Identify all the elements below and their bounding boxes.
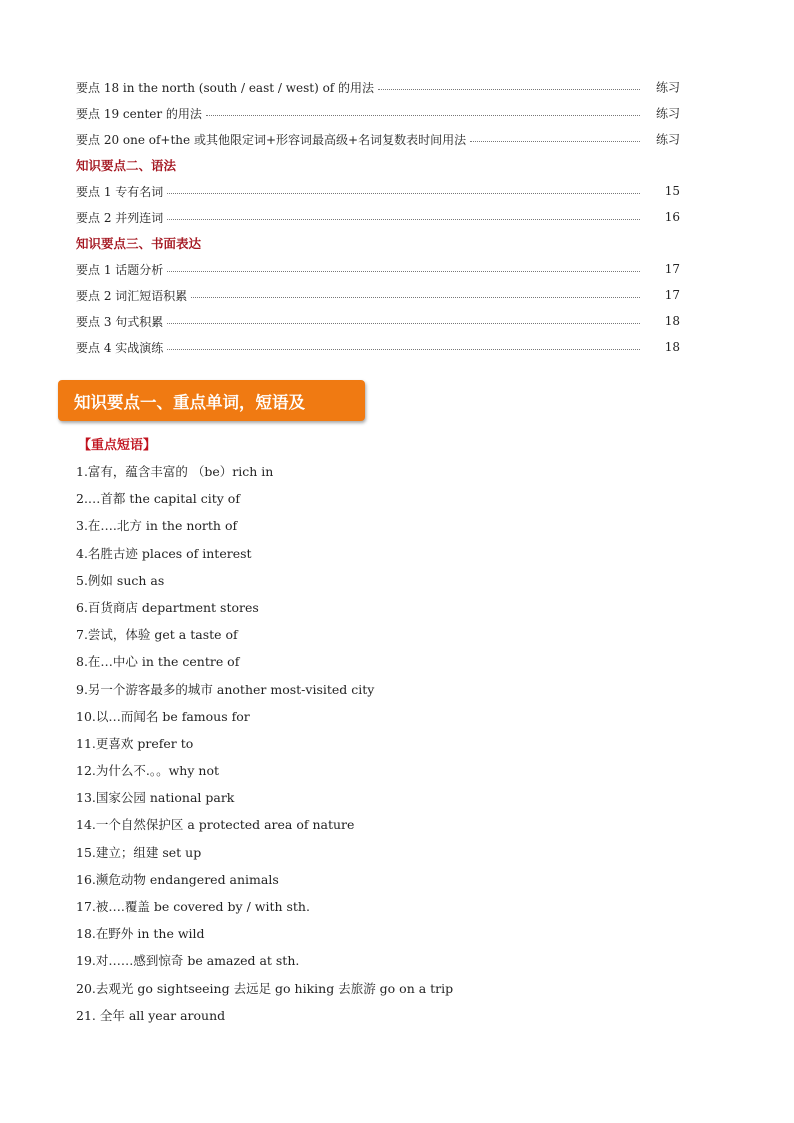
list-item: 5.例如 such as xyxy=(76,572,165,588)
list-item: 16.濒危动物 endangered animals xyxy=(76,871,279,887)
toc-row[interactable] xyxy=(76,308,680,334)
list-item: 10.以…而闻名 be famous for xyxy=(76,708,250,724)
toc-leader-dots xyxy=(470,131,640,142)
toc-row[interactable] xyxy=(76,282,680,308)
toc-page: 练习 xyxy=(655,132,680,147)
list-item: 1.富有，蕴含丰富的 （be）rich in xyxy=(76,464,274,479)
section-banner xyxy=(58,380,365,421)
toc-leader-dots xyxy=(167,261,640,272)
toc-page: 练习 xyxy=(655,106,680,121)
toc-page: 15 xyxy=(664,184,680,198)
list-item: 8.在…中心 in the centre of xyxy=(76,654,240,670)
toc-row[interactable] xyxy=(76,256,680,282)
list-item: 20.去观光 go sightseeing 去远足 go hiking 去旅游 go on a trip xyxy=(76,980,454,996)
list-item: 11.更喜欢 prefer to xyxy=(76,735,194,751)
toc-row[interactable] xyxy=(76,204,680,230)
toc-leader-dots xyxy=(206,105,640,116)
toc-page: 练习 xyxy=(655,80,680,95)
toc-entry-text: 要点 19 center 的用法 xyxy=(76,106,202,121)
list-item: 4.名胜古迹 places of interest xyxy=(76,545,252,561)
toc-entry-text: 要点 18 in the north (south / east / west) of 的用法 xyxy=(76,80,375,95)
toc-leader-dots xyxy=(167,183,640,194)
toc-leader-dots xyxy=(167,313,640,324)
toc-entry-text: 要点 1 专有名词 xyxy=(76,184,164,199)
toc-entry-text: 要点 1 话题分析 xyxy=(76,262,164,277)
phrases-heading: 【重点短语】 xyxy=(78,438,157,453)
list-item: 17.被….覆盖 be covered by / with sth. xyxy=(76,899,310,914)
list-item: 15.建立；组建 set up xyxy=(76,844,202,860)
list-item: 19.对……感到惊奇 be amazed at sth. xyxy=(76,953,300,969)
toc-page: 18 xyxy=(664,314,680,328)
phrase-list xyxy=(76,458,453,1029)
toc-entry-text: 要点 20 one of+the 或其他限定词+形容词最高级+名词复数表时间用法 xyxy=(76,132,467,147)
toc-page: 18 xyxy=(664,340,680,354)
list-item: 7.尝试，体验 get a taste of xyxy=(76,627,238,643)
section-banner-title: 知识要点一、重点单词，短语及 xyxy=(74,392,305,412)
toc-entry-text: 要点 2 并列连词 xyxy=(76,210,164,225)
toc-page: 17 xyxy=(664,288,680,302)
toc-row[interactable] xyxy=(76,334,680,360)
list-item: 6.百货商店 department stores xyxy=(76,599,259,615)
list-item: 18.在野外 in the wild xyxy=(76,926,205,942)
list-item: 2.…首都 the capital city of xyxy=(76,491,240,507)
toc-row[interactable] xyxy=(76,178,680,204)
toc-leader-dots xyxy=(378,79,640,90)
list-item: 12.为什么不.。。why not xyxy=(76,763,219,779)
toc-entry-text: 要点 4 实战演练 xyxy=(76,340,164,355)
toc-entry-text: 要点 3 句式积累 xyxy=(76,314,164,329)
toc-section-title: 知识要点三、书面表达 xyxy=(76,236,202,251)
list-item: 3.在….北方 in the north of xyxy=(76,518,238,534)
table-of-contents xyxy=(76,74,680,360)
toc-leader-dots xyxy=(191,287,640,298)
toc-leader-dots xyxy=(167,339,640,350)
toc-row[interactable] xyxy=(76,126,680,152)
toc-section-title: 知识要点二、语法 xyxy=(76,158,177,173)
list-item: 13.国家公园 national park xyxy=(76,790,235,806)
toc-leader-dots xyxy=(167,209,640,220)
toc-row[interactable] xyxy=(76,74,680,100)
list-item: 21. 全年 all year around xyxy=(76,1007,226,1023)
list-item: 14.一个自然保护区 a protected area of nature xyxy=(76,817,355,833)
toc-page: 17 xyxy=(664,262,680,276)
list-item: 9.另一个游客最多的城市 another most-visited city xyxy=(76,681,375,697)
toc-row[interactable] xyxy=(76,100,680,126)
toc-entry-text: 要点 2 词汇短语积累 xyxy=(76,288,188,303)
toc-page: 16 xyxy=(664,210,680,224)
